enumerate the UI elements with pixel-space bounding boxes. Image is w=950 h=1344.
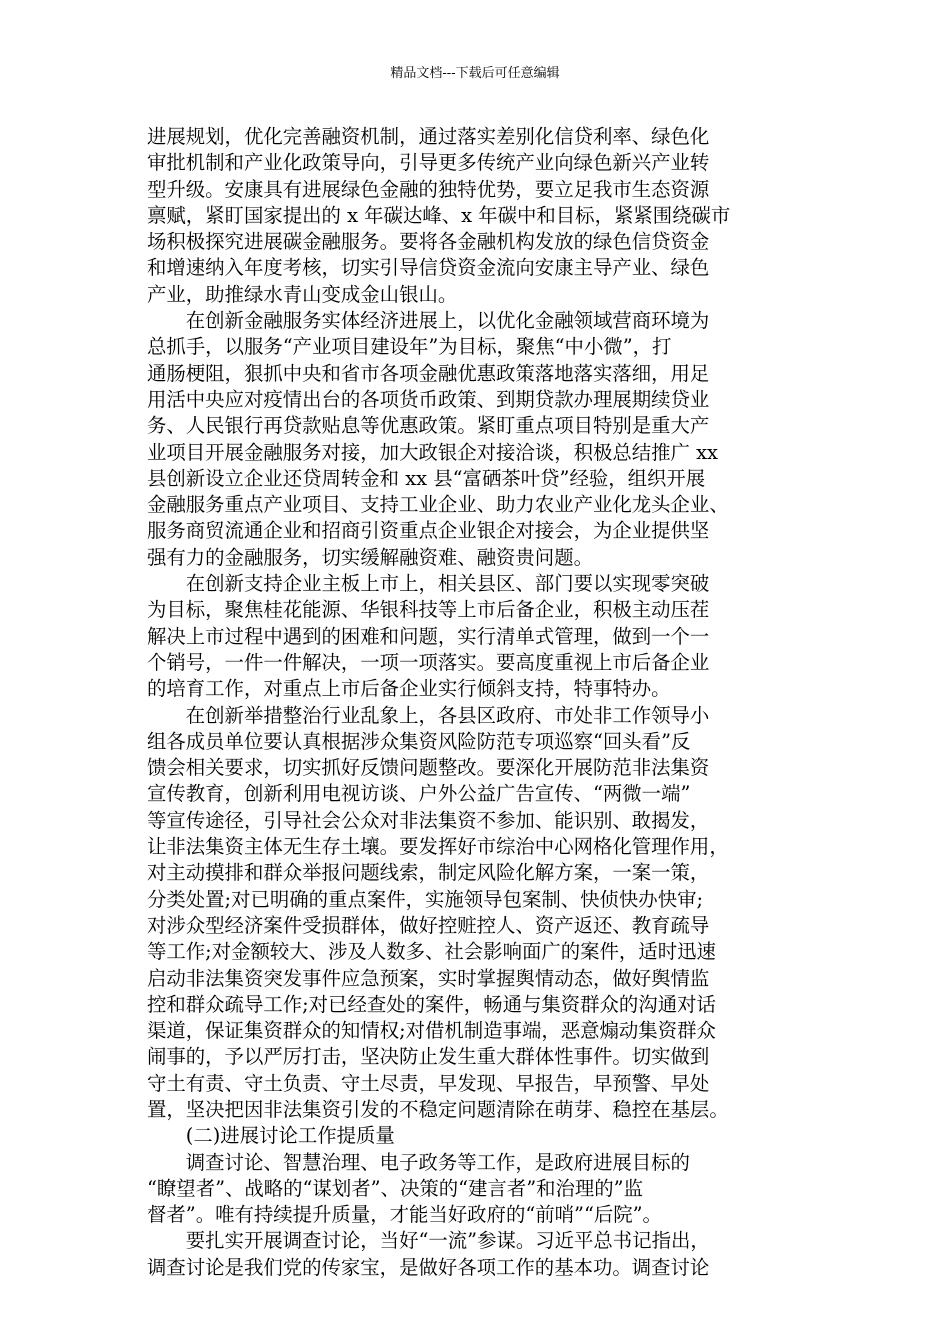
text-line: 等宣传途径，引导社会公众对非法集资不参加、能识别、敢揭发， [147, 808, 710, 832]
text-line: 控和群众疏导工作;对已经查处的案件，畅通与集资群众的沟通对话 [147, 992, 716, 1016]
text-line: 解决上市过程中遇到的困难和问题，实行清单式管理，做到一个一 [147, 624, 710, 648]
page-header: 精品文档---下载后可任意编辑 [390, 66, 560, 81]
text-line: 为目标，聚焦桂花能源、华银科技等上市后备企业，积极主动压茬 [147, 598, 710, 622]
text-line: 渠道，保证集资群众的知情权;对借机制造事端，恶意煽动集资群众 [147, 1019, 716, 1043]
paragraph-start-line: 要扎实开展调查讨论，当好“一流”参谋。习近平总书记指出， [147, 1229, 710, 1253]
document-body [147, 124, 823, 1281]
text-line: 馈会相关要求，切实抓好反馈问题整改。要深化开展防范非法集资 [147, 756, 710, 780]
text-line: 对主动摸排和群众举报问题线索，制定风险化解方案，一案一策， [147, 861, 710, 885]
paragraph-start-line: 在创新金融服务实体经济进展上，以优化金融领域营商环境为 [147, 309, 710, 333]
text-line: 启动非法集资突发事件应急预案，实时掌握舆情动态，做好舆情监 [147, 966, 710, 990]
text-line: 督者”。唯有持续提升质量，才能当好政府的“前哨”“后院”。 [147, 1203, 662, 1227]
text-line: “瞭望者”、战略的“谋划者”、决策的“建言者”和治理的”监 [147, 1176, 643, 1200]
text-line: 守土有责、守土负责、守土尽责，早发现、早报告，早预警、早处 [147, 1071, 710, 1095]
text-line: 闹事的，予以严厉打击，坚决防止发生重大群体性事件。切实做到 [147, 1045, 710, 1069]
text-line: 进展规划，优化完善融资机制，通过落实差别化信贷利率、绿色化 [147, 125, 710, 148]
text-line: 业项目开展金融服务对接，加大政银企对接洽谈，积极总结推广 xx [147, 440, 718, 464]
text-line: 用活中央应对疫情出台的各项货币政策、到期贷款办理展期续贷业 [147, 387, 710, 411]
text-line: 场积极探究进展碳金融服务。要将各金融机构发放的绿色信贷资金 [147, 230, 710, 254]
text-line: 审批机制和产业化政策导向，引导更多传统产业向绿色新兴产业转 [147, 151, 710, 175]
text-line: 和增速纳入年度考核，切实引导信贷资金流向安康主导产业、绿色 [147, 256, 710, 280]
paragraph-start-line: 在创新支持企业主板上市上，相关县区、部门要以实现零突破 [147, 572, 710, 596]
text-line: 通肠梗阻，狠抓中央和省市各项金融优惠政策落地落实落细，用足 [147, 361, 710, 385]
text-line: 分类处置;对已明确的重点案件，实施领导包案制、快侦快办快审; [147, 887, 704, 911]
text-line: 对涉众型经济案件受损群体，做好控赃控人、资产返还、教育疏导 [147, 913, 710, 937]
text-line: 型升级。安康具有进展绿色金融的独特优势，要立足我市生态资源 [147, 177, 710, 201]
paragraph-start-line: 调查讨论、智慧治理、电子政务等工作，是政府进展目标的 [147, 1150, 690, 1174]
text-line: 禀赋，紧盯国家提出的 x 年碳达峰、x 年碳中和目标，紧紧围绕碳市 [147, 203, 731, 227]
text-line: 让非法集资主体无生存土壤。要发挥好市综治中心网格化管理作用， [147, 835, 729, 859]
text-line: 等工作;对金额较大、涉及人数多、社会影响面广的案件，适时迅速 [147, 940, 716, 964]
text-line: 置，坚决把因非法集资引发的不稳定问题清除在萌芽、稳控在基层。 [147, 1097, 729, 1121]
text-line: 强有力的金融服务，切实缓解融资难、融资贵问题。 [147, 545, 593, 569]
text-line: 组各成员单位要认真根据涉众集资风险防范专项巡察“回头看”反 [147, 729, 691, 753]
text-line: 县创新设立企业还贷周转金和 xx 县“富硒茶叶贷”经验，组织开展 [147, 466, 706, 490]
text-line: 个销号，一件一件解决，一项一项落实。要高度重视上市后备企业 [147, 650, 710, 674]
section-heading: (二)进展讨论工作提质量 [147, 1124, 395, 1148]
text-line: 务、人民银行再贷款贴息等优惠政策。紧盯重点项目特别是重大产 [147, 414, 710, 438]
text-line: 服务商贸流通企业和招商引资重点企业银企对接会，为企业提供坚 [147, 519, 710, 543]
text-line: 产业，助推绿水青山变成金山银山。 [147, 282, 458, 306]
text-line: 调查讨论是我们党的传家宝，是做好各项工作的基本功。调查讨论 [147, 1255, 710, 1279]
text-line: 的培育工作，对重点上市后备企业实行倾斜支持，特事特办。 [147, 677, 671, 701]
paragraph-start-line: 在创新举措整治行业乱象上，各县区政府、市处非工作领导小 [147, 703, 710, 727]
text-line: 金融服务重点产业项目、支持工业企业、助力农业产业化龙头企业、 [147, 493, 729, 517]
text-line: 宣传教育，创新利用电视访谈、户外公益广告宣传、“两微一端” [147, 782, 691, 806]
text-line: 总抓手，以服务“产业项目建设年”为目标，聚焦“中小微”，打 [147, 335, 672, 359]
